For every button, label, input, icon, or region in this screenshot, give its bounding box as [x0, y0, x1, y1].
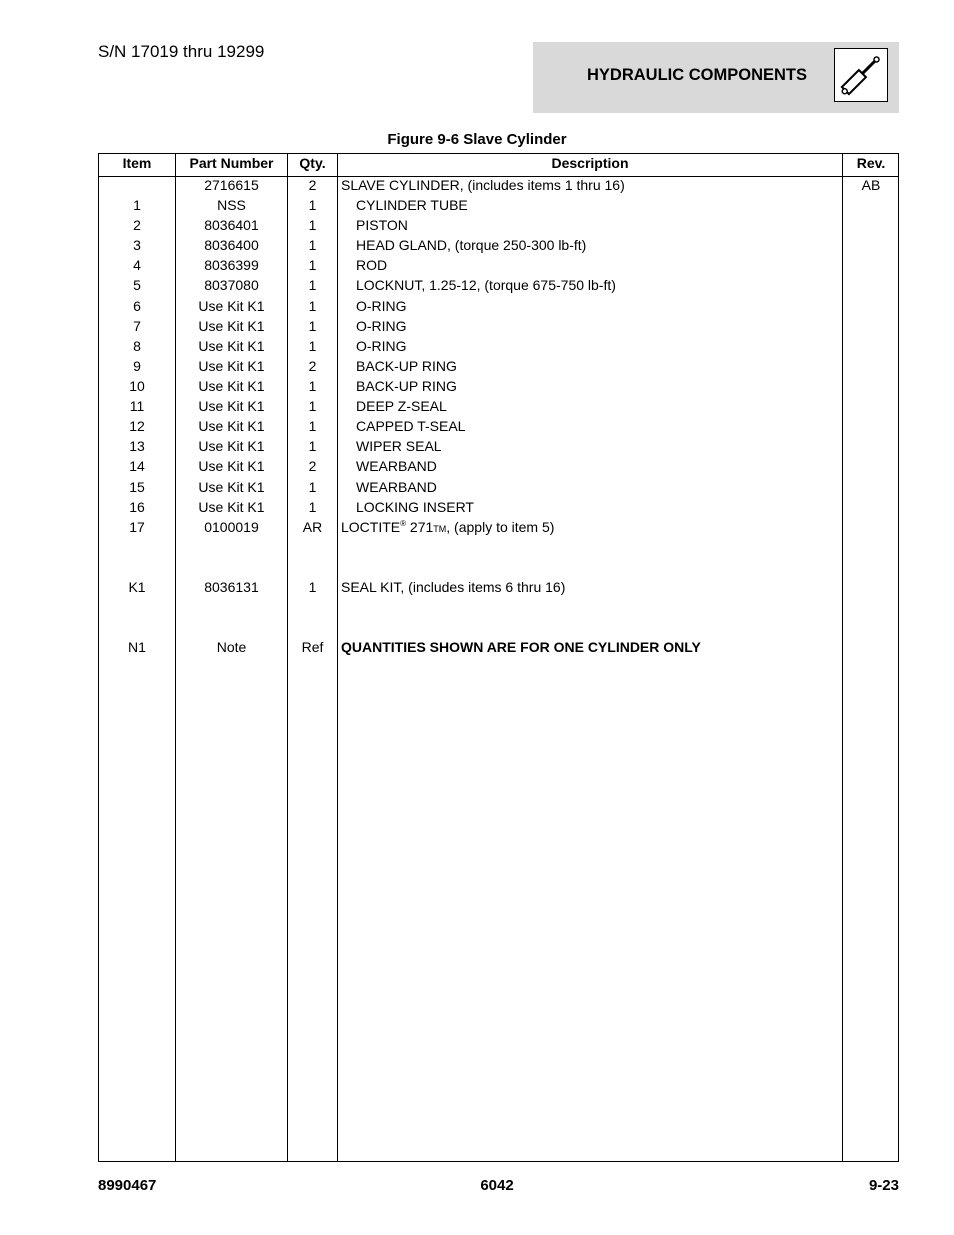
- part-number-cell: Use Kit K1: [198, 499, 265, 515]
- description-cell: CYLINDER TUBE: [356, 197, 468, 213]
- footer-doc-number: 8990467: [98, 1177, 157, 1194]
- item-cell: 3: [133, 237, 141, 253]
- description-cell: ROD: [356, 257, 388, 273]
- table-row: [99, 316, 898, 336]
- part-number-cell: 8036400: [204, 237, 259, 253]
- table-row: [99, 497, 898, 517]
- table-row: [99, 255, 898, 275]
- trademark-mark: TM: [433, 524, 447, 534]
- qty-cell: 1: [308, 318, 317, 334]
- column-header-rev: Rev.: [856, 155, 886, 171]
- item-cell: 14: [129, 458, 145, 474]
- qty-cell: 1: [308, 398, 317, 414]
- part-number-cell: Use Kit K1: [198, 378, 265, 394]
- table-row: [99, 436, 898, 456]
- table-row: [99, 376, 898, 396]
- description-cell: LOCKNUT, 1.25-12, (torque 675-750 lb-ft): [356, 277, 616, 293]
- item-cell: 9: [133, 358, 141, 374]
- section-title: HYDRAULIC COMPONENTS: [587, 66, 808, 84]
- part-number-cell: Use Kit K1: [198, 479, 265, 495]
- part-number-cell: 8036131: [204, 579, 259, 595]
- qty-cell: 1: [308, 579, 317, 595]
- column-header-description: Description: [551, 155, 629, 171]
- qty-cell: 1: [308, 378, 317, 394]
- description-cell: CAPPED T-SEAL: [356, 418, 466, 434]
- item-cell: 13: [129, 438, 145, 454]
- column-header-qty: Qty.: [299, 155, 326, 171]
- table-row: [99, 296, 898, 316]
- description-cell: SLAVE CYLINDER, (includes items 1 thru 16): [341, 177, 625, 193]
- table-row: [99, 175, 898, 195]
- qty-cell: 2: [308, 358, 317, 374]
- table-row: [99, 336, 898, 356]
- table-row: [99, 517, 898, 537]
- column-header-part-number: Part Number: [189, 155, 274, 171]
- table-row: [99, 477, 898, 497]
- serial-range: S/N 17019 thru 19299: [98, 42, 265, 61]
- part-number-cell: Use Kit K1: [198, 298, 265, 314]
- part-number-cell: Note: [216, 639, 247, 655]
- description-cell: BACK-UP RING: [356, 358, 457, 374]
- description-cell: DEEP Z-SEAL: [356, 398, 447, 414]
- qty-cell: 1: [308, 418, 317, 434]
- qty-cell: AR: [302, 519, 323, 535]
- description-cell: SEAL KIT, (includes items 6 thru 16): [341, 579, 566, 595]
- qty-cell: Ref: [301, 639, 324, 655]
- part-number-cell: Use Kit K1: [198, 398, 265, 414]
- qty-cell: 2: [308, 177, 317, 193]
- part-number-cell: Use Kit K1: [198, 318, 265, 334]
- qty-cell: 1: [308, 277, 317, 293]
- rev-cell: AB: [861, 177, 881, 193]
- qty-cell: 1: [308, 438, 317, 454]
- table-row: [99, 215, 898, 235]
- section-header: [533, 42, 899, 113]
- loctite-note: , (apply to item 5): [446, 519, 555, 535]
- description-cell: [341, 517, 841, 539]
- qty-cell: 2: [308, 458, 317, 474]
- item-cell: 6: [133, 298, 141, 314]
- description-cell: O-RING: [356, 318, 407, 334]
- item-cell: 4: [133, 257, 141, 273]
- item-cell: 7: [133, 318, 141, 334]
- qty-cell: 1: [308, 338, 317, 354]
- description-cell: WEARBAND: [356, 458, 437, 474]
- table-row: [99, 195, 898, 215]
- description-cell: O-RING: [356, 338, 407, 354]
- part-number-cell: Use Kit K1: [198, 358, 265, 374]
- table-row: [99, 577, 898, 597]
- qty-cell: 1: [308, 298, 317, 314]
- table-row: [99, 275, 898, 295]
- description-cell: WEARBAND: [356, 479, 437, 495]
- item-cell: 11: [129, 398, 145, 414]
- description-cell: QUANTITIES SHOWN ARE FOR ONE CYLINDER ONLY: [341, 639, 701, 655]
- registered-mark: ®: [400, 519, 407, 528]
- item-cell: 8: [133, 338, 141, 354]
- footer-model: 6042: [480, 1177, 514, 1194]
- hydraulic-cylinder-icon: [834, 48, 888, 102]
- item-cell: K1: [128, 579, 146, 595]
- loctite-grade: 271: [406, 519, 434, 535]
- description-cell: WIPER SEAL: [356, 438, 442, 454]
- item-cell: 15: [129, 479, 145, 495]
- description-cell: O-RING: [356, 298, 407, 314]
- figure-title: Figure 9-6 Slave Cylinder: [387, 131, 567, 148]
- item-cell: 10: [129, 378, 145, 394]
- description-cell: BACK-UP RING: [356, 378, 457, 394]
- qty-cell: 1: [308, 479, 317, 495]
- part-number-cell: 8037080: [204, 277, 259, 293]
- part-number-cell: 0100019: [204, 519, 259, 535]
- table-row: [99, 235, 898, 255]
- parts-table: [98, 153, 899, 1162]
- item-cell: 16: [129, 499, 145, 515]
- qty-cell: 1: [308, 499, 317, 515]
- table-row: [99, 416, 898, 436]
- part-number-cell: Use Kit K1: [198, 438, 265, 454]
- table-row: [99, 637, 898, 657]
- part-number-cell: Use Kit K1: [198, 458, 265, 474]
- qty-cell: 1: [308, 217, 317, 233]
- loctite-name: LOCTITE: [341, 519, 401, 535]
- table-row: [99, 396, 898, 416]
- part-number-cell: 2716615: [204, 177, 259, 193]
- footer-page-number: 9-23: [868, 1177, 899, 1194]
- qty-cell: 1: [308, 257, 317, 273]
- qty-cell: 1: [308, 237, 317, 253]
- part-number-cell: NSS: [217, 197, 246, 213]
- table-row: [99, 356, 898, 376]
- description-cell: PISTON: [356, 217, 408, 233]
- part-number-cell: 8036399: [204, 257, 259, 273]
- description-cell: HEAD GLAND, (torque 250-300 lb-ft): [356, 237, 587, 253]
- item-cell: N1: [128, 639, 146, 655]
- part-number-cell: Use Kit K1: [198, 418, 265, 434]
- column-header-item: Item: [122, 155, 152, 171]
- item-cell: 1: [133, 197, 141, 213]
- item-cell: 2: [133, 217, 141, 233]
- qty-cell: 1: [308, 197, 317, 213]
- part-number-cell: Use Kit K1: [198, 338, 265, 354]
- table-row: [99, 456, 898, 476]
- item-cell: 5: [133, 277, 141, 293]
- part-number-cell: 8036401: [204, 217, 259, 233]
- description-cell: LOCKING INSERT: [356, 499, 474, 515]
- item-cell: 12: [129, 418, 145, 434]
- item-cell: 17: [129, 519, 145, 535]
